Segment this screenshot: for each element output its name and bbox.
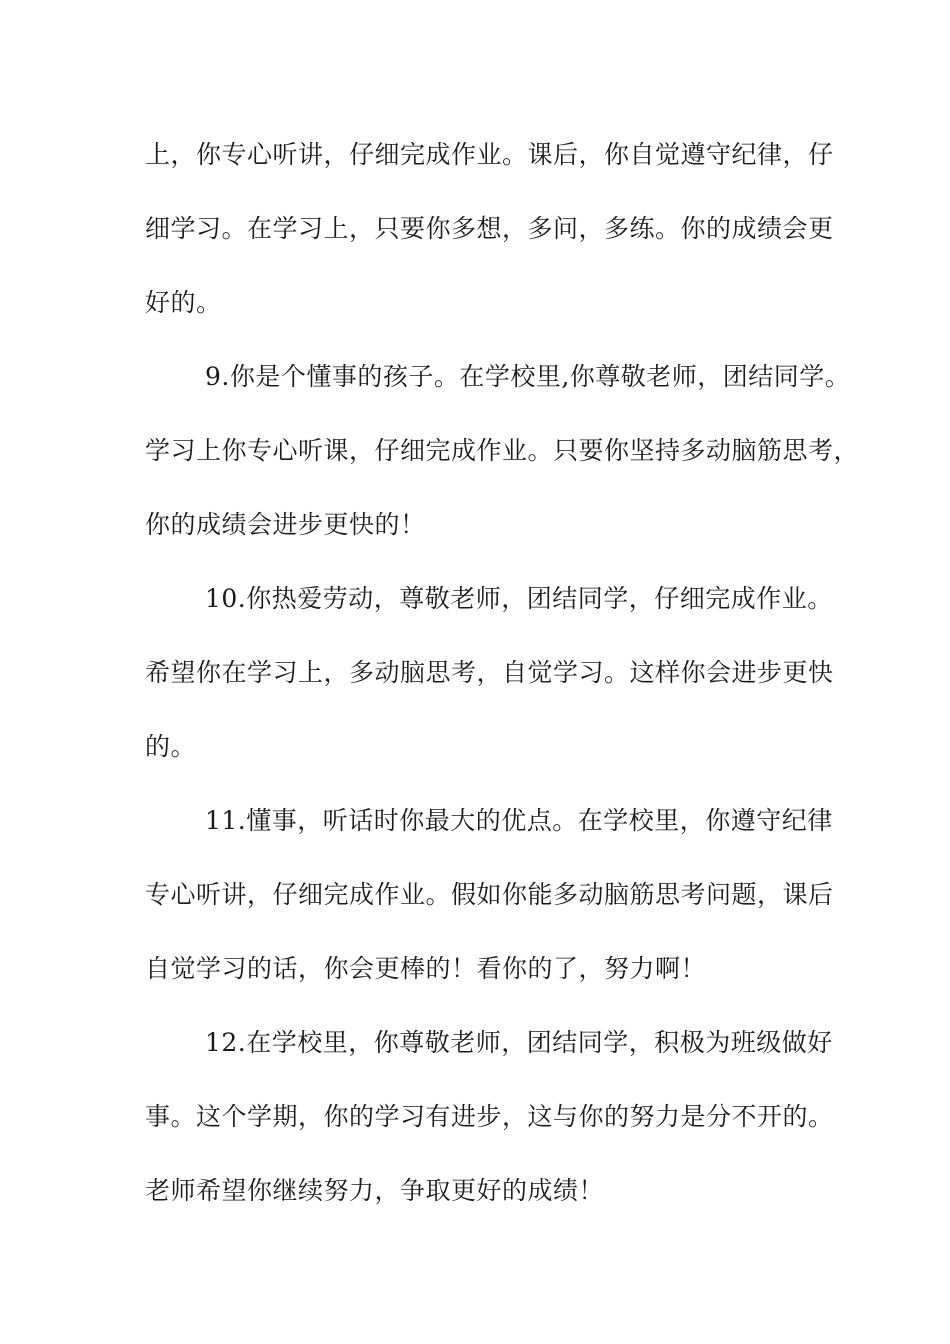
paragraph-12 xyxy=(145,1006,834,1228)
text-line: 11.懂事，听话时你最大的优点。在学校里，你遵守纪律 xyxy=(205,806,833,835)
text-line: 自觉学习的话，你会更棒的！看你的了，努力啊！ xyxy=(145,954,707,983)
text-line: 的。 xyxy=(145,732,197,761)
text-line: 细学习。在学习上，只要你多想，多问，多练。你的成绩会更 xyxy=(145,214,834,243)
document-body xyxy=(145,118,860,1228)
paragraph-9 xyxy=(145,340,860,562)
text-line: 学习上你专心听课，仔细完成作业。只要你坚持多动脑筋思考， xyxy=(145,436,860,465)
text-line: 10.你热爱劳动，尊敬老师，团结同学，仔细完成作业。 xyxy=(205,584,833,613)
paragraph-11 xyxy=(145,784,834,1006)
paragraph-10 xyxy=(145,562,834,784)
text-line: 事。这个学期，你的学习有进步，这与你的努力是分不开的。 xyxy=(145,1102,834,1131)
text-line: 专心听讲，仔细完成作业。假如你能多动脑筋思考问题，课后 xyxy=(145,880,834,909)
text-line: 12.在学校里，你尊敬老师，团结同学，积极为班级做好 xyxy=(205,1028,833,1057)
text-line: 希望你在学习上，多动脑思考，自觉学习。这样你会进步更快 xyxy=(145,658,834,687)
text-line: 你的成绩会进步更快的！ xyxy=(145,510,426,539)
paragraph-continued xyxy=(145,118,834,340)
text-line: 老师希望你继续努力，争取更好的成绩！ xyxy=(145,1176,605,1205)
text-line: 好的。 xyxy=(145,288,222,317)
text-line: 上，你专心听讲，仔细完成作业。课后，你自觉遵守纪律，仔 xyxy=(145,140,834,169)
text-line: 9.你是个懂事的孩子。在学校里,你尊敬老师，团结同学。 xyxy=(205,362,851,391)
